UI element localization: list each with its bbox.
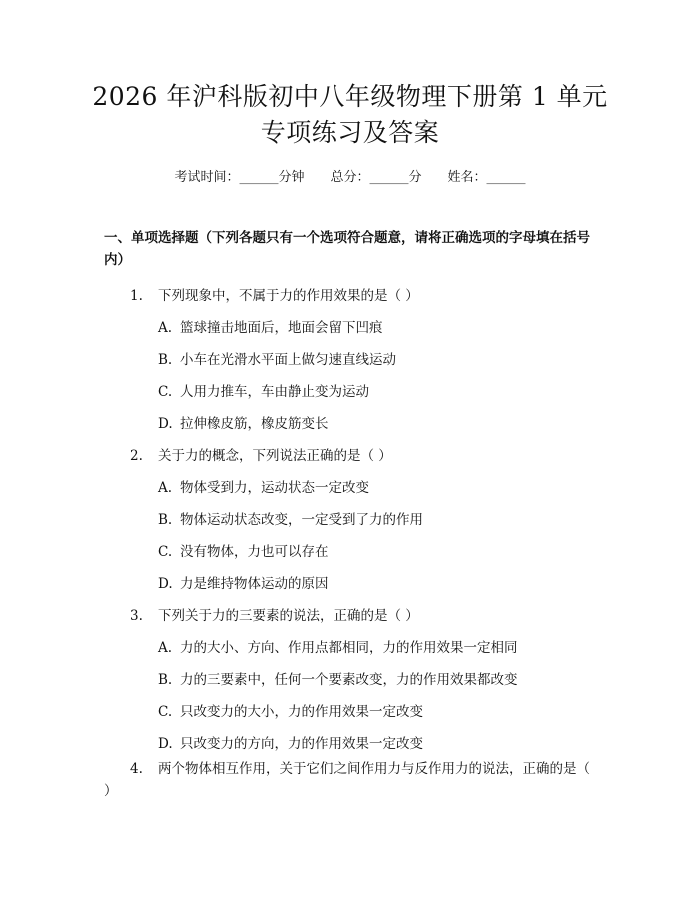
- question-number: 1.: [130, 288, 143, 304]
- student-name-field: 姓名：______: [447, 170, 526, 185]
- exam-info-row: [0, 168, 700, 188]
- question-number: 4.: [130, 761, 143, 777]
- question-2: [130, 445, 600, 467]
- option-label: C.: [158, 544, 173, 560]
- question-3: [130, 605, 600, 627]
- option-label: D.: [158, 416, 173, 432]
- question-3-option-a: [158, 637, 598, 659]
- question-number: 2.: [130, 448, 143, 464]
- exam-time-field: 考试时间：______分钟: [174, 170, 305, 185]
- option-label: C.: [158, 704, 173, 720]
- question-1-option-b: [158, 349, 598, 371]
- question-stem: 下列关于力的三要素的说法，正确的是（ ）: [158, 608, 419, 624]
- option-text: 拉伸橡皮筋，橡皮筋变长: [180, 416, 329, 432]
- option-label: B.: [158, 512, 173, 528]
- document-title-line-2: 专项练习及答案: [260, 118, 440, 147]
- option-text: 小车在光滑水平面上做匀速直线运动: [180, 352, 396, 368]
- option-text: 篮球撞击地面后，地面会留下凹痕: [180, 320, 383, 336]
- option-label: A.: [158, 640, 173, 656]
- section-heading: 一、单项选择题（下列各题只有一个选项符合题意，请将正确选项的字母填在括号内）: [104, 230, 590, 268]
- option-text: 人用力推车，车由静止变为运动: [180, 384, 369, 400]
- option-text: 物体受到力，运动状态一定改变: [180, 480, 369, 496]
- question-stem: 关于力的概念，下列说法正确的是（ ）: [158, 448, 392, 464]
- question-stem: 下列现象中，不属于力的作用效果的是（ ）: [158, 288, 419, 304]
- option-text: 只改变力的方向，力的作用效果一定改变: [180, 736, 423, 752]
- total-score-field: 总分：______分: [330, 170, 422, 185]
- option-text: 只改变力的大小，力的作用效果一定改变: [180, 704, 423, 720]
- question-3-option-d: [158, 733, 598, 755]
- question-3-option-b: [158, 669, 598, 691]
- option-label: C.: [158, 384, 173, 400]
- question-3-option-c: [158, 701, 598, 723]
- option-label: D.: [158, 736, 173, 752]
- question-1-option-a: [158, 317, 598, 339]
- option-text: 力的大小、方向、作用点都相同，力的作用效果一定相同: [180, 640, 518, 656]
- option-text: 没有物体，力也可以存在: [180, 544, 329, 560]
- question-1: [130, 285, 600, 307]
- question-1-option-c: [158, 381, 598, 403]
- question-2-option-d: [158, 573, 598, 595]
- document-title-line-1: 2026 年沪科版初中八年级物理下册第 1 单元: [92, 82, 608, 111]
- option-label: A.: [158, 320, 173, 336]
- option-text: 物体运动状态改变，一定受到了力的作用: [180, 512, 423, 528]
- option-label: B.: [158, 672, 173, 688]
- question-stem: 两个物体相互作用，关于它们之间作用力与反作用力的说法，正确的是（ ）: [104, 761, 590, 799]
- question-number: 3.: [130, 608, 143, 624]
- option-label: B.: [158, 352, 173, 368]
- question-4: [104, 758, 594, 802]
- option-text: 力的三要素中，任何一个要素改变，力的作用效果都改变: [180, 672, 518, 688]
- question-2-option-b: [158, 509, 598, 531]
- question-2-option-a: [158, 477, 598, 499]
- option-text: 力是维持物体运动的原因: [180, 576, 329, 592]
- question-1-option-d: [158, 413, 598, 435]
- question-2-option-c: [158, 541, 598, 563]
- option-label: A.: [158, 480, 173, 496]
- option-label: D.: [158, 576, 173, 592]
